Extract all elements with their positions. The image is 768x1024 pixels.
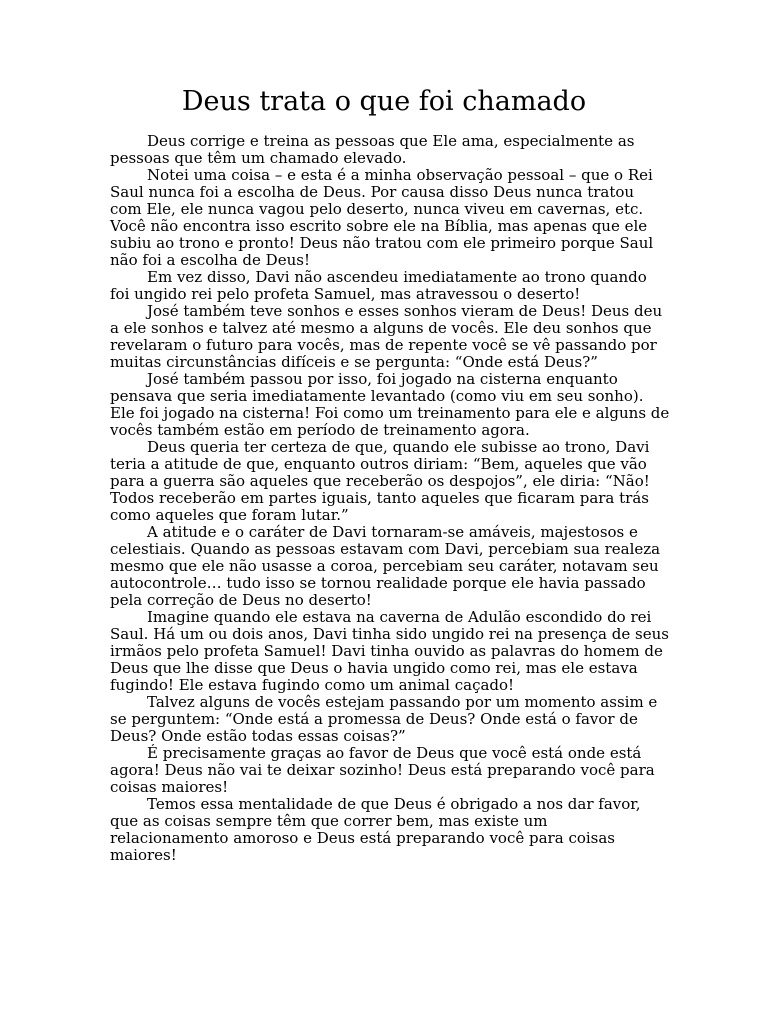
document-body bbox=[110, 133, 670, 864]
paragraph: Deus queria ter certeza de que, quando ele subisse ao trono, Davi teria a atitude de que, enquanto outros diriam: “Bem, aqueles que vão para a guerra são aqueles que receberão os despojos”, ele diria: “Não! Todos receberão em partes iguais, tanto aqueles que ficaram para trás como aqueles que foram lutar.” bbox=[110, 438, 650, 524]
paragraph: José também teve sonhos e esses sonhos vieram de Deus! Deus deu a ele sonhos e talvez até mesmo a alguns de vocês. Ele deu sonhos que revelaram o futuro para vocês, mas de repente você se vê passando por muitas circunstâncias difíceis e se pergunta: “Onde está Deus?” bbox=[110, 302, 663, 371]
paragraph: A atitude e o caráter de Davi tornaram-se amáveis, majestosos e celestiais. Quando as pessoas estavam com Davi, percebiam sua realeza mesmo que ele não usasse a coroa, percebiam seu caráter, notavam seu autocontrole… tudo isso se tornou realidade porque ele havia passado pela correção de Deus no deserto! bbox=[110, 523, 661, 609]
paragraph: Em vez disso, Davi não ascendeu imediatamente ao trono quando foi ungido rei pelo profeta Samuel, mas atravessou o deserto! bbox=[110, 268, 647, 303]
paragraph: José também passou por isso, foi jogado na cisterna enquanto pensava que seria imediatamente levantado (como viu em seu sonho). Ele foi jogado na cisterna! Foi como um treinamento para ele e alguns de vocês também estão em período de treinamento agora. bbox=[110, 370, 670, 439]
paragraph: Notei uma coisa – e esta é a minha observação pessoal – que o Rei Saul nunca foi a escolha de Deus. Por causa disso Deus nunca tratou com Ele, ele nunca vagou pelo deserto, nunca viveu em cavernas, etc. Você não encontra isso escrito sobre ele na Bíblia, mas apenas que ele subiu ao trono e pronto! Deus não tratou com ele primeiro porque Saul não foi a escolha de Deus! bbox=[110, 166, 654, 269]
paragraph: Deus corrige e treina as pessoas que Ele ama, especialmente as pessoas que têm um chamado elevado. bbox=[110, 132, 635, 167]
paragraph: Imagine quando ele estava na caverna de Adulão escondido do rei Saul. Há um ou dois anos, Davi tinha sido ungido rei na presença de seus irmãos pelo profeta Samuel! Davi tinha ouvido as palavras do homem de Deus que lhe disse que Deus o havia ungido como rei, mas ele estava fugindo! Ele estava fugindo como um animal caçado! bbox=[110, 608, 669, 694]
page-title: Deus trata o que foi chamado bbox=[181, 86, 587, 117]
paragraph: É precisamente graças ao favor de Deus que você está onde está agora! Deus não vai te deixar sozinho! Deus está preparando você para coisas maiores! bbox=[110, 744, 655, 796]
paragraph: Temos essa mentalidade de que Deus é obrigado a nos dar favor, que as coisas sempre têm que correr bem, mas existe um relacionamento amoroso e Deus está preparando você para coisas maiores! bbox=[110, 795, 641, 864]
paragraph: Talvez alguns de vocês estejam passando por um momento assim e se perguntem: “Onde está a promessa de Deus? Onde está o favor de Deus? Onde estão todas essas coisas?” bbox=[110, 693, 658, 745]
